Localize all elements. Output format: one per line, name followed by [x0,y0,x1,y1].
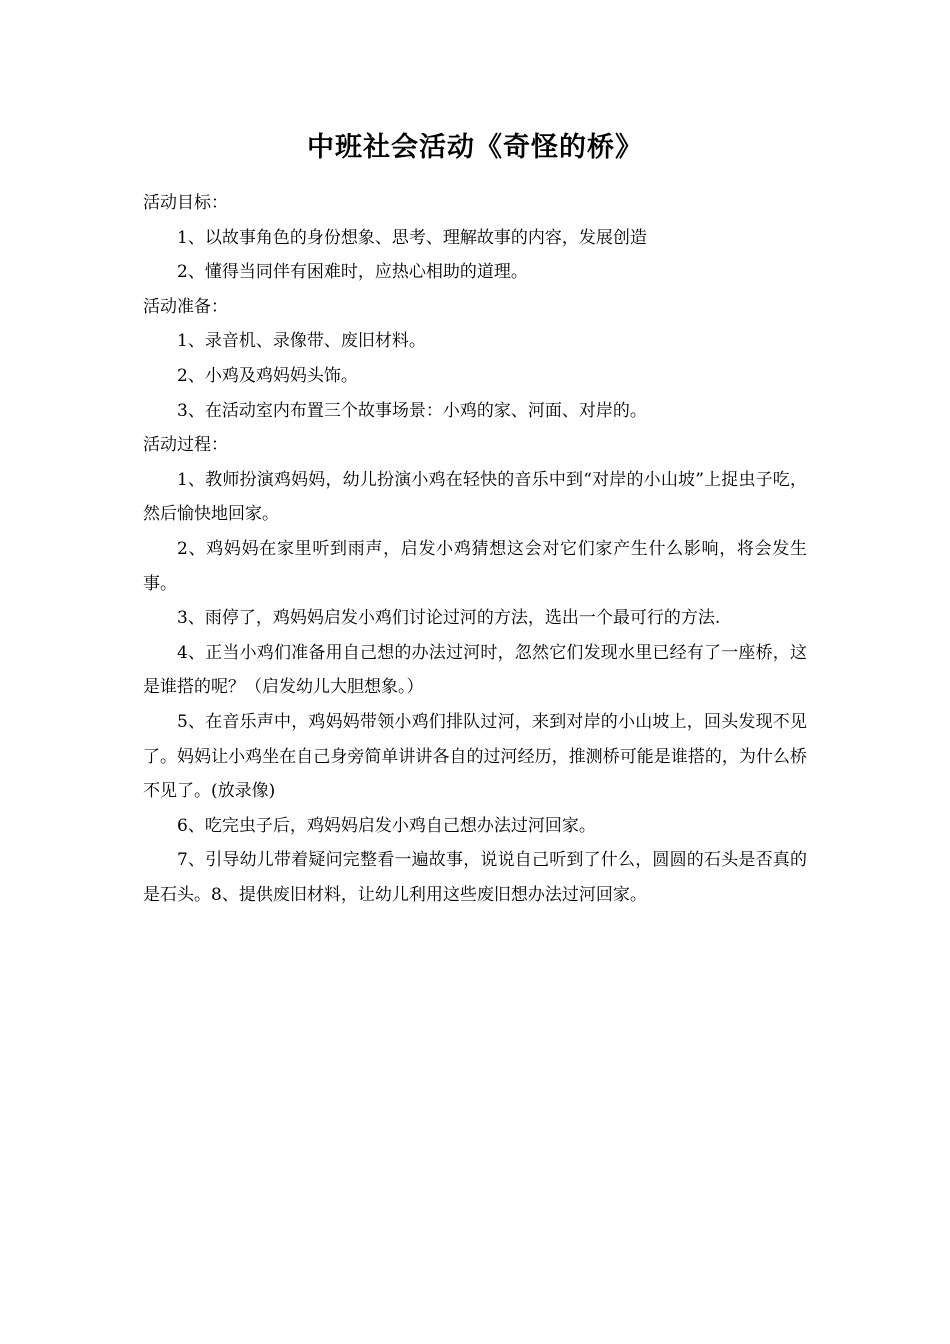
section-heading-goals: 活动目标： [143,193,228,213]
preparation-item: 3、在活动室内布置三个故事场景：小鸡的家、河面、对岸的。 [177,400,647,421]
process-item: 4、正当小鸡们准备用自己想的办法过河时，忽然它们发现水里已经有了一座桥，这是谁搭的呢？（启发幼儿大胆想象。） [143,642,807,698]
document-title: 中班社会活动《奇怪的桥》 [307,132,643,163]
section-heading-preparation: 活动准备： [143,296,228,317]
process-item: 2、鸡妈妈在家里听到雨声，启发小鸡猜想这会对它们家产生什么影响，将会发生事。 [143,538,807,594]
process-item: 3、雨停了，鸡妈妈启发小鸡们讨论过河的方法，选出一个最可行的方法. [177,608,721,629]
preparation-item: 1、录音机、录像带、废旧材料。 [177,331,426,352]
document-body [143,186,807,912]
process-item: 5、在音乐声中，鸡妈妈带领小鸡们排队过河，来到对岸的小山坡上，回头发现不见了。妈妈让小鸡坐在自己身旁简单讲讲各自的过河经历，推测桥可能是谁搭的，为什么桥不见了。(放录像) [143,711,807,802]
process-item: 7、引导幼儿带着疑问完整看一遍故事，说说自己听到了什么，圆圆的石头是否真的是石头。8、提供废旧材料，让幼儿利用这些废旧想办法过河回家。 [143,850,807,905]
preparation-item: 2、小鸡及鸡妈妈头饰。 [177,365,358,386]
goal-item: 2、懂得当同伴有困难时，应热心相助的道理。 [177,262,528,283]
section-heading-process: 活动过程： [143,435,228,456]
process-item: 1、教师扮演鸡妈妈，幼儿扮演小鸡在轻快的音乐中到“对岸的小山坡”上捉虫子吃，然后愉快地回家。 [143,469,807,525]
goal-item: 1、以故事角色的身份想象、思考、理解故事的内容，发展创造 [177,227,647,248]
process-item: 6、吃完虫子后，鸡妈妈启发小鸡自己想办法过河回家。 [177,815,596,836]
